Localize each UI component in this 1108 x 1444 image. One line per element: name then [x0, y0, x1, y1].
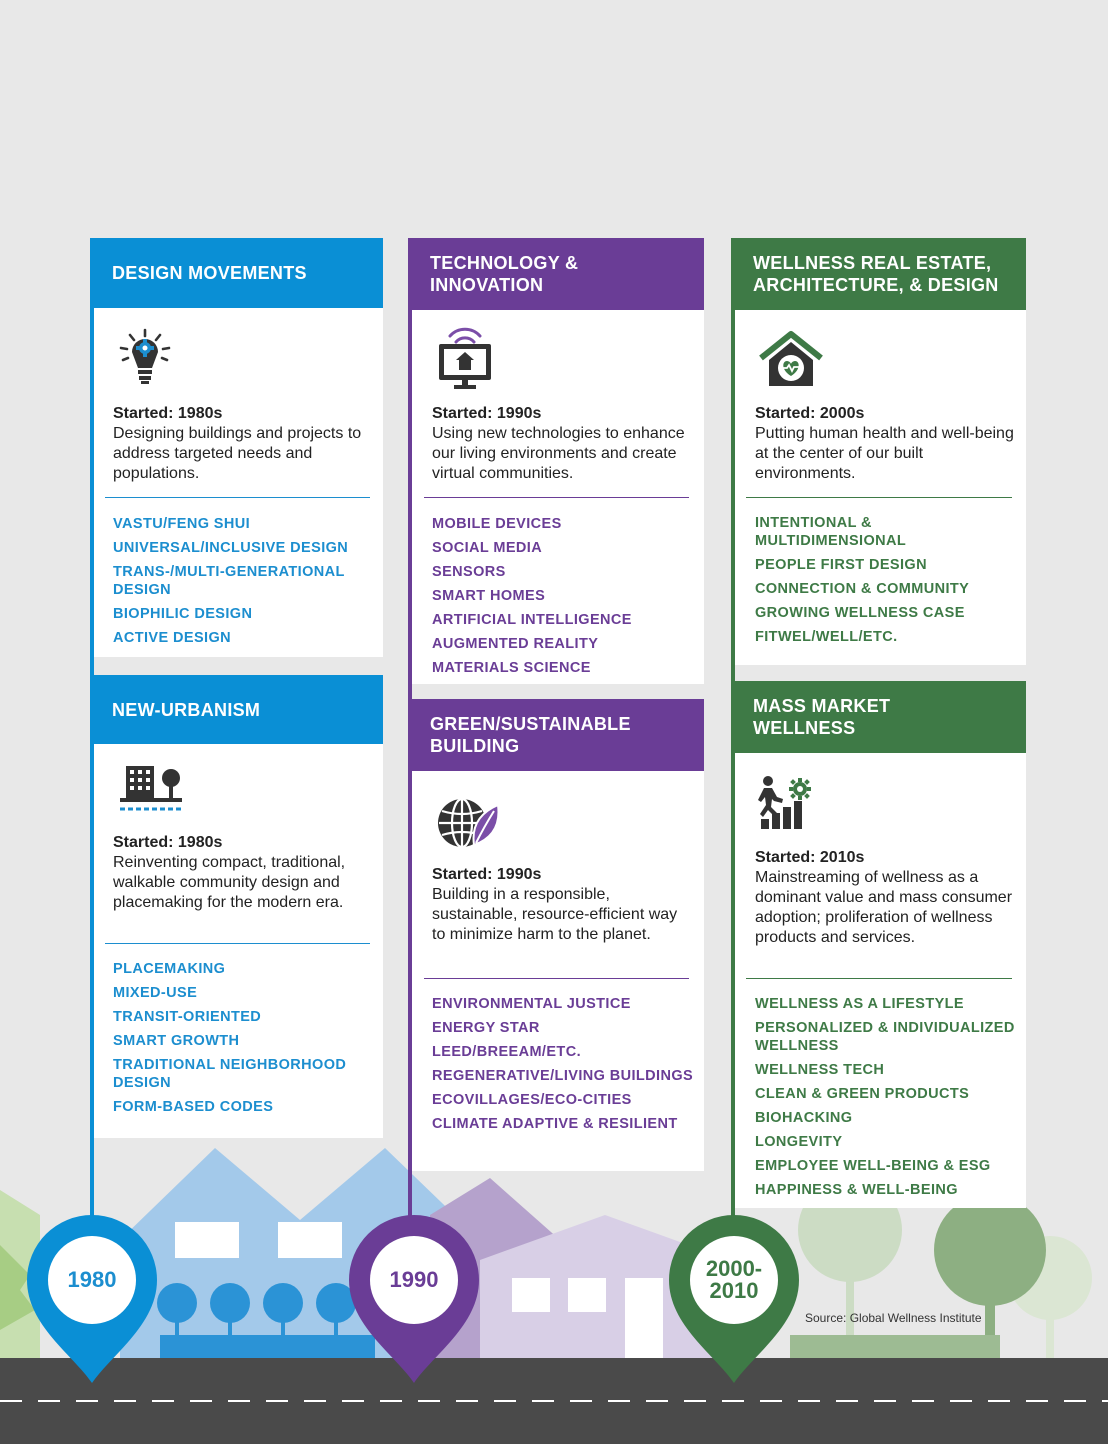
pin-label-1980	[48, 1236, 136, 1324]
list-item: WELLNESS TECH	[755, 1062, 885, 1078]
list-item: MATERIALS SCIENCE	[432, 660, 591, 676]
list-item: CLEAN & GREEN PRODUCTS	[755, 1086, 970, 1102]
list-item: WELLNESS AS A LIFESTYLE	[755, 996, 964, 1012]
section-title: WELLNESS REAL ESTATE, ARCHITECTURE, & DESIGN	[753, 253, 999, 295]
list-item: CONNECTION & COMMUNITY	[755, 581, 970, 597]
list-item: VASTU/FENG SHUI	[113, 516, 251, 532]
mass-market-started	[755, 848, 1017, 948]
list-item: ARTIFICIAL INTELLIGENCE	[432, 612, 632, 628]
list-item: FORM-BASED CODES	[113, 1099, 274, 1115]
house-heart-icon	[757, 330, 825, 390]
list-item: SENSORS	[432, 564, 506, 580]
pin-year: 1980	[67, 1267, 117, 1292]
divider	[746, 978, 1012, 979]
design-movements-started	[113, 404, 375, 484]
section-title: TECHNOLOGY & INNOVATION	[430, 253, 579, 295]
new-urbanism-started	[113, 833, 375, 913]
list-item: CLIMATE ADAPTIVE & RESILIENT	[432, 1116, 678, 1132]
pin-year-line1: 2000-	[705, 1256, 763, 1281]
list-item: REGENERATIVE/LIVING BUILDINGS	[432, 1068, 694, 1084]
technology-started	[432, 404, 694, 484]
road-illustration	[0, 1358, 1108, 1444]
divider	[105, 497, 370, 498]
section-title: GREEN/SUSTAINABLE BUILDING	[430, 714, 631, 756]
list-item: EMPLOYEE WELL-BEING & ESG	[755, 1158, 991, 1174]
new-urbanism-list	[113, 960, 378, 1122]
design-movements-list	[113, 515, 378, 653]
list-item: UNIVERSAL/INCLUSIVE DESIGN	[113, 540, 349, 556]
section-description: Designing buildings and projects to address targeted needs and populations.	[113, 425, 362, 482]
mass-market-list	[755, 995, 1015, 1205]
design-movements-header	[90, 238, 383, 308]
section-description: Reinventing compact, traditional, walkable community design and placemaking for the modern era.	[113, 854, 346, 911]
list-item: BIOHACKING	[755, 1110, 853, 1126]
smart-home-monitor-icon	[436, 324, 494, 390]
list-item: GROWING WELLNESS CASE	[755, 605, 965, 621]
started-date: Started: 1990s	[432, 866, 542, 883]
started-date: Started: 2000s	[755, 405, 865, 422]
list-item: ECOVILLAGES/ECO-CITIES	[432, 1092, 632, 1108]
started-date: Started: 1990s	[432, 405, 542, 422]
technology-list	[432, 515, 697, 683]
section-title: DESIGN MOVEMENTS	[112, 263, 307, 283]
list-item: MIXED-USE	[113, 985, 198, 1001]
started-date: Started: 2010s	[755, 849, 865, 866]
list-item: AUGMENTED REALITY	[432, 636, 599, 652]
list-item: SMART GROWTH	[113, 1033, 240, 1049]
list-item: SOCIAL MEDIA	[432, 540, 543, 556]
mass-market-header	[731, 681, 1026, 753]
new-urbanism-header	[90, 675, 383, 744]
list-item: TRANSIT-ORIENTED	[113, 1009, 262, 1025]
city-building-icon	[118, 764, 184, 818]
pin-label-2000-2010	[690, 1236, 778, 1324]
pin-year: 1990	[389, 1267, 439, 1292]
section-title: NEW-URBANISM	[112, 699, 261, 720]
list-item: HAPPINESS & WELL-BEING	[755, 1182, 958, 1198]
list-item: ACTIVE DESIGN	[113, 630, 231, 646]
wellness-real-estate-header	[731, 238, 1026, 310]
divider	[424, 978, 689, 979]
green-building-list	[432, 995, 700, 1139]
green-building-started	[432, 865, 694, 945]
source-credit: Source: Global Wellness Institute	[805, 1311, 982, 1325]
person-climbing-stairs-icon	[755, 775, 813, 831]
globe-leaf-icon	[436, 795, 502, 851]
list-item: ENERGY STAR	[432, 1020, 540, 1036]
list-item: BIOPHILIC DESIGN	[113, 606, 253, 622]
list-item: SMART HOMES	[432, 588, 546, 604]
divider	[424, 497, 689, 498]
lightbulb-gear-icon	[118, 328, 172, 386]
pin-year-line2: 2010	[709, 1278, 759, 1303]
list-item: TRADITIONAL NEIGHBORHOOD DESIGN	[113, 1057, 347, 1091]
section-description: Mainstreaming of wellness as a dominant value and mass consumer adoption; proliferation of wellness products and services.	[755, 869, 1013, 946]
technology-header	[408, 238, 704, 310]
green-building-header	[408, 699, 704, 771]
pin-label-1990	[370, 1236, 458, 1324]
list-item: INTENTIONAL & MULTIDIMENSIONAL	[755, 515, 907, 549]
started-date: Started: 1980s	[113, 405, 223, 422]
started-date: Started: 1980s	[113, 834, 223, 851]
list-item: LONGEVITY	[755, 1134, 843, 1150]
section-description: Building in a responsible, sustainable, resource-efficient way to minimize harm to the planet.	[432, 886, 678, 943]
list-item: PLACEMAKING	[113, 961, 226, 977]
section-description: Putting human health and well-being at the center of our built environments.	[755, 425, 1014, 482]
wellness-real-estate-started	[755, 404, 1017, 484]
section-description: Using new technologies to enhance our living environments and create virtual communities.	[432, 425, 685, 482]
list-item: TRANS-/MULTI-GENERATIONAL DESIGN	[113, 564, 345, 598]
list-item: PERSONALIZED & INDIVIDUALIZED WELLNESS	[755, 1020, 1015, 1054]
divider	[105, 943, 370, 944]
wellness-real-estate-list	[755, 514, 1015, 652]
list-item: MOBILE DEVICES	[432, 516, 562, 532]
list-item: ENVIRONMENTAL JUSTICE	[432, 996, 631, 1012]
list-item: FITWEL/WELL/ETC.	[755, 629, 898, 645]
divider	[746, 497, 1012, 498]
section-title: MASS MARKET WELLNESS	[753, 696, 891, 738]
list-item: LEED/BREEAM/ETC.	[432, 1044, 581, 1060]
list-item: PEOPLE FIRST DESIGN	[755, 557, 927, 573]
